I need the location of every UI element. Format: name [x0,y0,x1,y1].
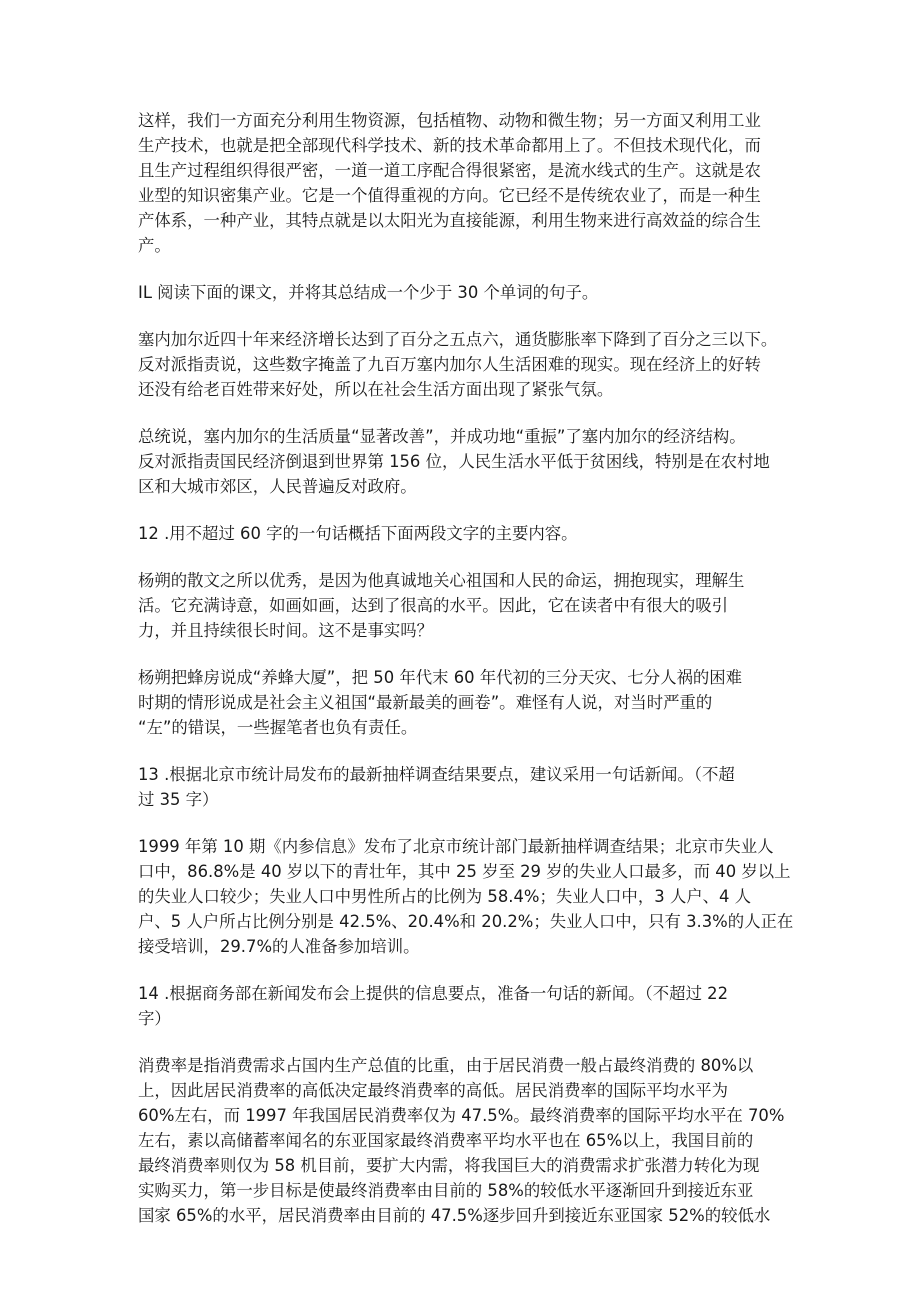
text-line: 杨朔把蜂房说成“养蜂大厦”，把 50 年代末 60 年代初的三分天灾、七分人祸的困难 [138,668,743,687]
text-line: 活。它充满诗意，如画如画，达到了很高的水平。因此，它在读者中有很大的吸引 [138,596,729,615]
text-line: 且生产过程组织得很严密，一道一道工序配合得很紧密，是流水线式的生产。这就是农 [138,161,761,180]
text-line: 产体系，一种产业，其特点就是以太阳光为直接能源，利用生物来进行高效益的综合生 [138,211,761,230]
question-11 [138,280,798,305]
text-line: 左右，素以高储蓄率闻名的东亚国家最终消费率平均水平也在 65%以上，我国目前的 [138,1131,754,1150]
paragraph-beijing-unemployment [138,834,798,959]
text-line: 国家 65%的水平，居民消费率由目前的 47.5%逐步回升到接近东亚国家 52%的较低水 [138,1206,771,1225]
document-body [138,108,798,1228]
text-line: 字） [138,1009,171,1028]
text-line: 实购买力，第一步目标是使最终消费率由目前的 58%的较低水平逐渐回升到接近东亚 [138,1181,754,1200]
paragraph-agriculture [138,108,798,258]
paragraph-yangshuo-criticism [138,665,798,740]
text-line: 的失业人口较少；失业人口中男性所占的比例为 58.4%；失业人口中，3 人户、4 人 [138,887,752,906]
paragraph-consumption-rate [138,1053,798,1228]
text-line: 产。 [138,236,171,255]
text-line: 13 .根据北京市统计局发布的最新抽样调查结果要点，建议采用一句话新闻。（不超 [138,765,735,784]
text-line: 反对派指责国民经济倒退到世界第 156 位，人民生活水平低于贫困线，特别是在农村地 [138,452,770,471]
text-line: 塞内加尔近四十年来经济增长达到了百分之五点六，通货膨胀率下降到了百分之三以下。 [138,330,778,349]
question-14 [138,981,798,1031]
text-line: 12 .用不超过 60 字的一句话概括下面两段文字的主要内容。 [138,524,578,543]
text-line: 生产技术，也就是把全部现代科学技术、新的技术革命都用上了。不但技术现代化，而 [138,136,761,155]
text-line: 总统说，塞内加尔的生活质量“显著改善”，并成功地“重振”了塞内加尔的经济结构。 [138,427,746,446]
text-line: 业型的知识密集产业。它是一个值得重视的方向。它已经不是传统农业了，而是一种生 [138,186,761,205]
question-13 [138,762,798,812]
text-line: 户、5 人户所占比例分别是 42.5%、20.4%和 20.2%；失业人口中，只有 3.3%的人正在 [138,912,794,931]
question-12 [138,521,798,546]
text-line: 反对派指责说，这些数字掩盖了九百万塞内加尔人生活困难的现实。现在经济上的好转 [138,355,761,374]
text-line: 过 35 字） [138,790,219,809]
text-line: 14 .根据商务部在新闻发布会上提供的信息要点，准备一句话的新闻。（不超过 22 [138,984,729,1003]
text-line: 口中，86.8%是 40 岁以下的青壮年，其中 25 岁至 29 岁的失业人口最多，而 40 岁以上 [138,862,791,881]
text-line: 消费率是指消费需求占国内生产总值的比重，由于居民消费一般占最终消费的 80%以 [138,1056,754,1075]
text-line: 上，因此居民消费率的高低决定最终消费率的高低。居民消费率的国际平均水平为 [138,1081,729,1100]
text-line: 杨朔的散文之所以优秀，是因为他真诚地关心祖国和人民的命运，拥抱现实，理解生 [138,571,745,590]
paragraph-senegal-economy [138,327,798,402]
text-line: IL 阅读下面的课文，并将其总结成一个少于 30 个单词的句子。 [138,283,599,302]
text-line: 最终消费率则仅为 58 机目前，要扩大内需，将我国巨大的消费需求扩张潜力转化为现 [138,1156,760,1175]
text-line: 60%左右，而 1997 年我国居民消费率仅为 47.5%。最终消费率的国际平均水平在 70% [138,1106,785,1125]
text-line: 还没有给老百姓带来好处，所以在社会生活方面出现了紧张气氛。 [138,380,614,399]
text-line: 接受培训，29.7%的人准备参加培训。 [138,937,420,956]
text-line: 区和大城市郊区，人民普遍反对政府。 [138,477,417,496]
paragraph-yangshuo-prose [138,568,798,643]
text-line: 力，并且持续很长时间。这不是事实吗？ [138,621,434,640]
paragraph-senegal-president [138,424,798,499]
text-line: 1999 年第 10 期《内参信息》发布了北京市统计部门最新抽样调查结果；北京市失业人 [138,837,774,856]
text-line: “左”的错误，一些握笔者也负有责任。 [138,718,418,737]
text-line: 时期的情形说成是社会主义祖国“最新最美的画卷”。难怪有人说，对当时严重的 [138,693,713,712]
text-line: 这样，我们一方面充分利用生物资源，包括植物、动物和微生物；另一方面又利用工业 [138,111,761,130]
